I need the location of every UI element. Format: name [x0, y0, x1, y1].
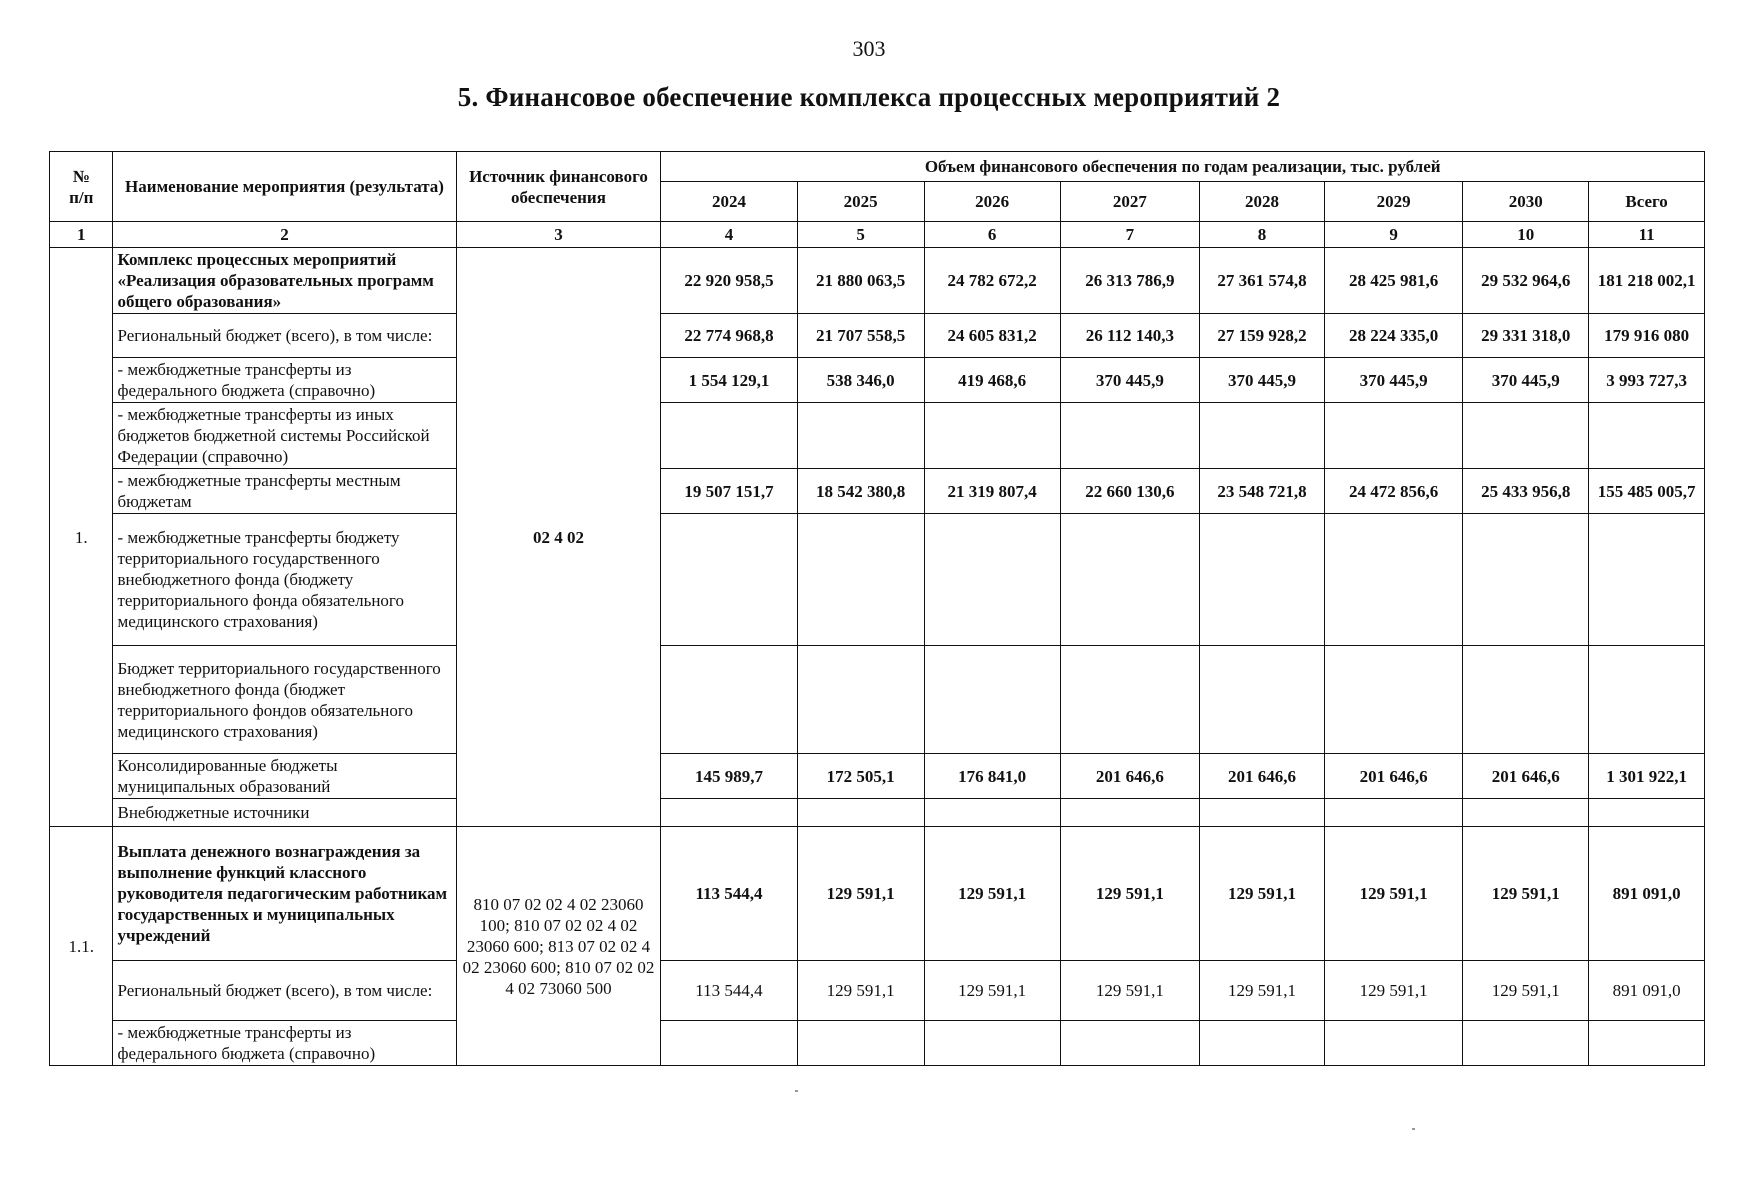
table-row	[50, 514, 1705, 646]
year-value: 26 313 786,9	[1060, 248, 1199, 314]
year-value	[1324, 1021, 1462, 1066]
year-value: 201 646,6	[1324, 754, 1462, 799]
year-value	[1324, 514, 1462, 646]
year-value: 129 591,1	[1324, 961, 1462, 1021]
year-value: 18 542 380,8	[797, 469, 924, 514]
row-name: - межбюджетные трансферты из федерального бюджета (справочно)	[113, 358, 456, 403]
year-value: 129 591,1	[1463, 961, 1589, 1021]
total-value	[1589, 646, 1705, 754]
scan-speck	[795, 1090, 798, 1092]
total-value: 3 993 727,3	[1589, 358, 1705, 403]
year-value	[797, 646, 924, 754]
table-row	[50, 1021, 1705, 1066]
year-header: 2027	[1060, 182, 1199, 222]
year-header: 2029	[1324, 182, 1462, 222]
index-cell: 10	[1463, 222, 1589, 248]
year-header: 2026	[924, 182, 1060, 222]
table-row	[50, 799, 1705, 827]
year-value: 22 920 958,5	[661, 248, 797, 314]
year-value	[924, 514, 1060, 646]
year-value: 370 445,9	[1200, 358, 1325, 403]
year-value	[1463, 646, 1589, 754]
year-value	[1463, 1021, 1589, 1066]
year-value: 21 880 063,5	[797, 248, 924, 314]
total-value: 891 091,0	[1589, 961, 1705, 1021]
table-row	[50, 646, 1705, 754]
header-source: Источник финансового обеспечения	[456, 152, 661, 222]
year-value: 28 425 981,6	[1324, 248, 1462, 314]
funding-source: 02 4 02	[456, 248, 661, 827]
row-name: - межбюджетные трансферты из иных бюджетов бюджетной системы Российской Федерации (справочно)	[113, 403, 456, 469]
year-value: 129 591,1	[924, 827, 1060, 961]
year-value: 129 591,1	[1324, 827, 1462, 961]
row-name: - межбюджетные трансферты из федерального бюджета (справочно)	[113, 1021, 456, 1066]
year-value	[1060, 403, 1199, 469]
row-name: Внебюджетные источники	[113, 799, 456, 827]
year-value: 21 707 558,5	[797, 314, 924, 358]
table-row	[50, 754, 1705, 799]
year-value	[797, 1021, 924, 1066]
year-value: 129 591,1	[1200, 961, 1325, 1021]
year-value	[1324, 646, 1462, 754]
year-value: 25 433 956,8	[1463, 469, 1589, 514]
year-value: 419 468,6	[924, 358, 1060, 403]
year-value: 27 159 928,2	[1200, 314, 1325, 358]
year-value	[1060, 799, 1199, 827]
table-row	[50, 469, 1705, 514]
row-name: Региональный бюджет (всего), в том числе:	[113, 314, 456, 358]
year-value: 129 591,1	[797, 961, 924, 1021]
year-value: 28 224 335,0	[1324, 314, 1462, 358]
year-value: 22 774 968,8	[661, 314, 797, 358]
index-cell: 9	[1324, 222, 1462, 248]
header-name: Наименование мероприятия (результата)	[113, 152, 456, 222]
total-value	[1589, 799, 1705, 827]
year-value	[1200, 403, 1325, 469]
scan-speck	[1412, 1128, 1415, 1130]
year-value	[1463, 514, 1589, 646]
index-cell: 1	[50, 222, 113, 248]
row-number: 1.1.	[50, 827, 113, 1066]
year-value: 21 319 807,4	[924, 469, 1060, 514]
year-header: 2028	[1200, 182, 1325, 222]
table-row	[50, 358, 1705, 403]
table-row	[50, 827, 1705, 961]
row-number: 1.	[50, 248, 113, 827]
header-num-label: № п/п	[69, 166, 94, 207]
year-value	[1324, 403, 1462, 469]
year-value: 538 346,0	[797, 358, 924, 403]
year-value: 19 507 151,7	[661, 469, 797, 514]
year-value: 24 605 831,2	[924, 314, 1060, 358]
year-header: 2024	[661, 182, 797, 222]
header-num	[50, 152, 113, 222]
year-value	[661, 514, 797, 646]
total-value: 1 301 922,1	[1589, 754, 1705, 799]
year-value	[1200, 514, 1325, 646]
year-value	[924, 1021, 1060, 1066]
row-name: Бюджет территориального государственного внебюджетного фонда (бюджет территориального фондов обязательного медицинского страхования)	[113, 646, 456, 754]
year-value: 370 445,9	[1324, 358, 1462, 403]
index-cell: 6	[924, 222, 1060, 248]
year-value: 172 505,1	[797, 754, 924, 799]
page-title: 5. Финансовое обеспечение комплекса процессных мероприятий 2	[457, 82, 1281, 112]
year-value: 113 544,4	[661, 827, 797, 961]
index-cell: 2	[113, 222, 456, 248]
total-header: Всего	[1589, 182, 1705, 222]
year-value: 26 112 140,3	[1060, 314, 1199, 358]
year-value: 129 591,1	[797, 827, 924, 961]
year-value: 145 989,7	[661, 754, 797, 799]
year-value: 129 591,1	[1200, 827, 1325, 961]
header-volume: Объем финансового обеспечения по годам реализации, тыс. рублей	[661, 152, 1705, 182]
year-value	[661, 403, 797, 469]
index-cell: 7	[1060, 222, 1199, 248]
year-value	[661, 1021, 797, 1066]
year-value: 23 548 721,8	[1200, 469, 1325, 514]
total-value	[1589, 1021, 1705, 1066]
row-name: - межбюджетные трансферты бюджету территориального государственного внебюджетного фонда (бюджету территориального фонда обязательного медицинского страхования)	[113, 514, 456, 646]
total-value: 891 091,0	[1589, 827, 1705, 961]
table-row	[50, 314, 1705, 358]
total-value	[1589, 514, 1705, 646]
year-value: 29 532 964,6	[1463, 248, 1589, 314]
funding-source: 810 07 02 02 4 02 23060 100; 810 07 02 02 4 02 23060 600; 813 07 02 02 4 02 23060 600; 810 07 02 02 4 02 73060 500	[456, 827, 661, 1066]
year-value	[924, 646, 1060, 754]
year-value	[1463, 403, 1589, 469]
year-value: 29 331 318,0	[1463, 314, 1589, 358]
year-value	[1200, 799, 1325, 827]
row-name: Выплата денежного вознаграждения за выполнение функций классного руководителя педагогическим работникам государственных и муниципальных учреждений	[113, 827, 456, 961]
year-value: 24 472 856,6	[1324, 469, 1462, 514]
year-value: 370 445,9	[1463, 358, 1589, 403]
year-value: 201 646,6	[1060, 754, 1199, 799]
year-header: 2030	[1463, 182, 1589, 222]
year-value: 370 445,9	[1060, 358, 1199, 403]
index-cell: 4	[661, 222, 797, 248]
year-value	[1060, 514, 1199, 646]
year-header: 2025	[797, 182, 924, 222]
year-value: 129 591,1	[924, 961, 1060, 1021]
year-value	[797, 514, 924, 646]
total-value	[1589, 403, 1705, 469]
year-value	[1200, 646, 1325, 754]
table-row	[50, 248, 1705, 314]
year-value	[1200, 1021, 1325, 1066]
row-name: Консолидированные бюджеты муниципальных образований	[113, 754, 456, 799]
year-value: 201 646,6	[1200, 754, 1325, 799]
page-number: 303	[852, 36, 886, 61]
index-cell: 8	[1200, 222, 1325, 248]
year-value: 129 591,1	[1060, 827, 1199, 961]
year-value: 1 554 129,1	[661, 358, 797, 403]
index-cell: 3	[456, 222, 661, 248]
index-row	[50, 222, 1705, 248]
year-value	[1324, 799, 1462, 827]
row-name: Комплекс процессных мероприятий «Реализация образовательных программ общего образования»	[113, 248, 456, 314]
year-value	[1463, 799, 1589, 827]
table-row	[50, 403, 1705, 469]
year-value	[1060, 1021, 1199, 1066]
year-value: 201 646,6	[1463, 754, 1589, 799]
table-row	[50, 961, 1705, 1021]
year-value: 113 544,4	[661, 961, 797, 1021]
year-value	[797, 799, 924, 827]
year-value	[924, 799, 1060, 827]
year-value: 24 782 672,2	[924, 248, 1060, 314]
row-name: Региональный бюджет (всего), в том числе:	[113, 961, 456, 1021]
year-value	[797, 403, 924, 469]
index-cell: 11	[1589, 222, 1705, 248]
year-value: 22 660 130,6	[1060, 469, 1199, 514]
year-value: 129 591,1	[1463, 827, 1589, 961]
year-value: 27 361 574,8	[1200, 248, 1325, 314]
year-value: 129 591,1	[1060, 961, 1199, 1021]
year-value: 176 841,0	[924, 754, 1060, 799]
total-value: 155 485 005,7	[1589, 469, 1705, 514]
total-value: 179 916 080	[1589, 314, 1705, 358]
year-value	[661, 646, 797, 754]
financing-table	[49, 151, 1705, 1066]
index-cell: 5	[797, 222, 924, 248]
total-value: 181 218 002,1	[1589, 248, 1705, 314]
year-value	[924, 403, 1060, 469]
year-value	[661, 799, 797, 827]
row-name: - межбюджетные трансферты местным бюджетам	[113, 469, 456, 514]
year-value	[1060, 646, 1199, 754]
